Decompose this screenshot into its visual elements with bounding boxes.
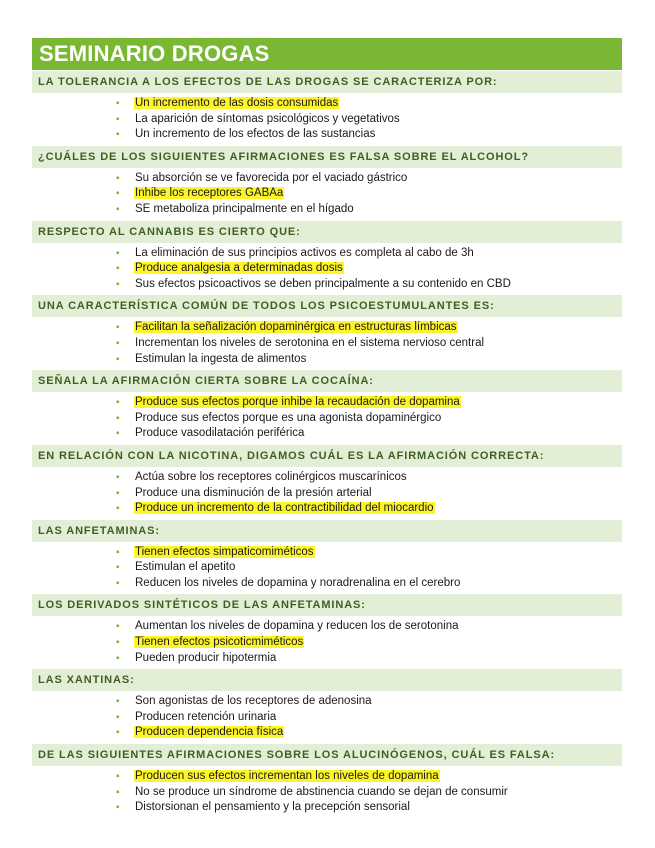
bullet-icon: ▪ (116, 577, 120, 589)
answer-option (32, 576, 622, 592)
bullet-icon: ▪ (116, 487, 120, 499)
correct-answer-text: Produce analgesia a determinadas dosis (135, 262, 343, 275)
answer-list (32, 542, 622, 594)
answer-option (32, 651, 622, 667)
document-page (32, 38, 622, 818)
bullet-icon: ▪ (116, 337, 120, 349)
answer-option (32, 619, 622, 635)
answer-option (32, 725, 622, 741)
bullet-icon: ▪ (116, 503, 120, 515)
correct-answer-text: Un incremento de las dosis consumidas (135, 97, 339, 109)
question-heading: SEÑALA LA AFIRMACIÓN CIERTA SOBRE LA COCAÍNA: (32, 370, 622, 392)
correct-answer-text: Inhibe los receptores GABAa (135, 187, 284, 200)
answer-option (32, 635, 622, 651)
bullet-icon: ▪ (116, 546, 120, 558)
answer-text: Producen retención urinaria (135, 710, 277, 723)
answer-option (32, 694, 622, 710)
answer-list (32, 243, 622, 295)
question-section (32, 520, 622, 594)
answer-text: Actúa sobre los receptores colinérgicos muscarínicos (135, 470, 407, 483)
answer-option (32, 246, 622, 262)
bullet-icon: ▪ (116, 278, 120, 290)
bullet-icon: ▪ (116, 247, 120, 259)
bullet-icon: ▪ (116, 113, 120, 125)
answer-option (32, 96, 622, 112)
question-section (32, 221, 622, 295)
answer-text: Distorsionan el pensamiento y la precepción sensorial (135, 801, 410, 814)
question-section (32, 370, 622, 444)
answer-list (32, 467, 622, 519)
question-section (32, 445, 622, 519)
answer-option (32, 352, 622, 368)
answer-option (32, 411, 622, 427)
answer-option (32, 171, 622, 187)
answer-text: Produce sus efectos porque es una agonista dopaminérgico (135, 411, 442, 424)
bullet-icon: ▪ (116, 412, 120, 424)
answer-option (32, 277, 622, 293)
answer-text: Produce una disminución de la presión arterial (135, 486, 372, 499)
answer-option (32, 800, 622, 816)
answer-list (32, 766, 622, 818)
answer-text: No se produce un síndrome de abstinencia cuando se dejan de consumir (135, 785, 508, 798)
bullet-icon: ▪ (116, 263, 120, 275)
bullet-icon: ▪ (116, 771, 120, 783)
answer-text: La eliminación de sus principios activos es completa al cabo de 3h (135, 246, 474, 259)
answer-text: Un incremento de los efectos de las sustancias (135, 128, 376, 141)
answer-list (32, 392, 622, 444)
question-heading: LOS DERIVADOS SINTÉTICOS DE LAS ANFETAMINAS: (32, 594, 622, 616)
bullet-icon: ▪ (116, 397, 120, 409)
document-title: SEMINARIO DROGAS (32, 38, 622, 70)
bullet-icon: ▪ (116, 471, 120, 483)
answer-text: Sus efectos psicoactivos se deben principalmente a su contenido en CBD (135, 277, 511, 290)
answer-option (32, 769, 622, 785)
answer-list (32, 691, 622, 743)
answer-option (32, 426, 622, 442)
answer-option (32, 320, 622, 336)
bullet-icon: ▪ (116, 562, 120, 574)
question-list (32, 71, 622, 818)
answer-option (32, 261, 622, 277)
bullet-icon: ▪ (116, 637, 120, 649)
answer-option (32, 710, 622, 726)
bullet-icon: ▪ (116, 711, 120, 723)
answer-text: SE metaboliza principalmente en el hígado (135, 202, 354, 215)
question-heading: DE LAS SIGUIENTES AFIRMACIONES SOBRE LOS ALUCINÓGENOS, CUÁL ES FALSA: (32, 744, 622, 766)
answer-option (32, 470, 622, 486)
answer-text: Son agonistas de los receptores de adenosina (135, 695, 372, 708)
answer-text: Produce vasodilatación periférica (135, 427, 305, 440)
question-section (32, 146, 622, 220)
question-heading: RESPECTO AL CANNABIS ES CIERTO QUE: (32, 221, 622, 243)
question-heading: LAS XANTINAS: (32, 669, 622, 691)
correct-answer-text: Tienen efectos simpaticomiméticos (135, 545, 314, 558)
bullet-icon: ▪ (116, 786, 120, 798)
answer-option (32, 395, 622, 411)
answer-list (32, 317, 622, 369)
correct-answer-text: Producen dependencia física (135, 726, 284, 739)
answer-text: Estimulan la ingesta de alimentos (135, 352, 307, 365)
bullet-icon: ▪ (116, 203, 120, 215)
answer-text: Aumentan los niveles de dopamina y reducen los de serotonina (135, 620, 459, 633)
bullet-icon: ▪ (116, 652, 120, 664)
bullet-icon: ▪ (116, 621, 120, 633)
answer-text: Incrementan los niveles de serotonina en el sistema nervioso central (135, 336, 485, 349)
answer-text: La aparición de síntomas psicológicos y vegetativos (135, 112, 400, 125)
question-heading: UNA CARACTERÍSTICA COMÚN DE TODOS LOS PSICOESTUMULANTES ES: (32, 295, 622, 317)
answer-text: Su absorción se ve favorecida por el vaciado gástrico (135, 171, 408, 184)
question-heading: EN RELACIÓN CON LA NICOTINA, DIGAMOS CUÁL ES LA AFIRMACIÓN CORRECTA: (32, 445, 622, 467)
question-section (32, 744, 622, 818)
answer-option (32, 336, 622, 352)
question-heading: LA TOLERANCIA A LOS EFECTOS DE LAS DROGAS SE CARACTERIZA POR: (32, 71, 622, 93)
question-section (32, 669, 622, 743)
answer-text: Pueden producir hipotermia (135, 651, 277, 664)
answer-option (32, 202, 622, 218)
answer-option (32, 486, 622, 502)
answer-text: Reducen los niveles de dopamina y noradrenalina en el cerebro (135, 576, 461, 589)
bullet-icon: ▪ (116, 696, 120, 708)
correct-answer-text: Produce sus efectos porque inhibe la recaudación de dopamina (135, 396, 460, 409)
answer-option (32, 127, 622, 143)
bullet-icon: ▪ (116, 353, 120, 365)
answer-option (32, 112, 622, 128)
bullet-icon: ▪ (116, 322, 120, 334)
answer-option (32, 785, 622, 801)
bullet-icon: ▪ (116, 802, 120, 814)
answer-option (32, 501, 622, 517)
question-section (32, 594, 622, 668)
answer-option (32, 186, 622, 202)
correct-answer-text: Produce un incremento de la contractibilidad del miocardio (135, 502, 434, 515)
question-section (32, 295, 622, 369)
bullet-icon: ▪ (116, 428, 120, 440)
answer-list (32, 616, 622, 668)
bullet-icon: ▪ (116, 188, 120, 200)
answer-list (32, 93, 622, 145)
bullet-icon: ▪ (116, 727, 120, 739)
correct-answer-text: Producen sus efectos incrementan los niveles de dopamina (135, 770, 439, 783)
answer-list (32, 168, 622, 220)
question-heading: ¿CUÁLES DE LOS SIGUIENTES AFIRMACIONES ES FALSA SOBRE EL ALCOHOL? (32, 146, 622, 168)
correct-answer-text: Facilitan la señalización dopaminérgica en estructuras límbicas (135, 321, 457, 334)
bullet-icon: ▪ (116, 172, 120, 184)
bullet-icon: ▪ (116, 129, 120, 141)
question-section (32, 71, 622, 145)
answer-text: Estimulan el apetito (135, 561, 236, 574)
answer-option (32, 560, 622, 576)
answer-option (32, 545, 622, 561)
question-heading: LAS ANFETAMINAS: (32, 520, 622, 542)
correct-answer-text: Tienen efectos psicoticmiméticos (135, 636, 304, 649)
bullet-icon: ▪ (116, 98, 120, 109)
